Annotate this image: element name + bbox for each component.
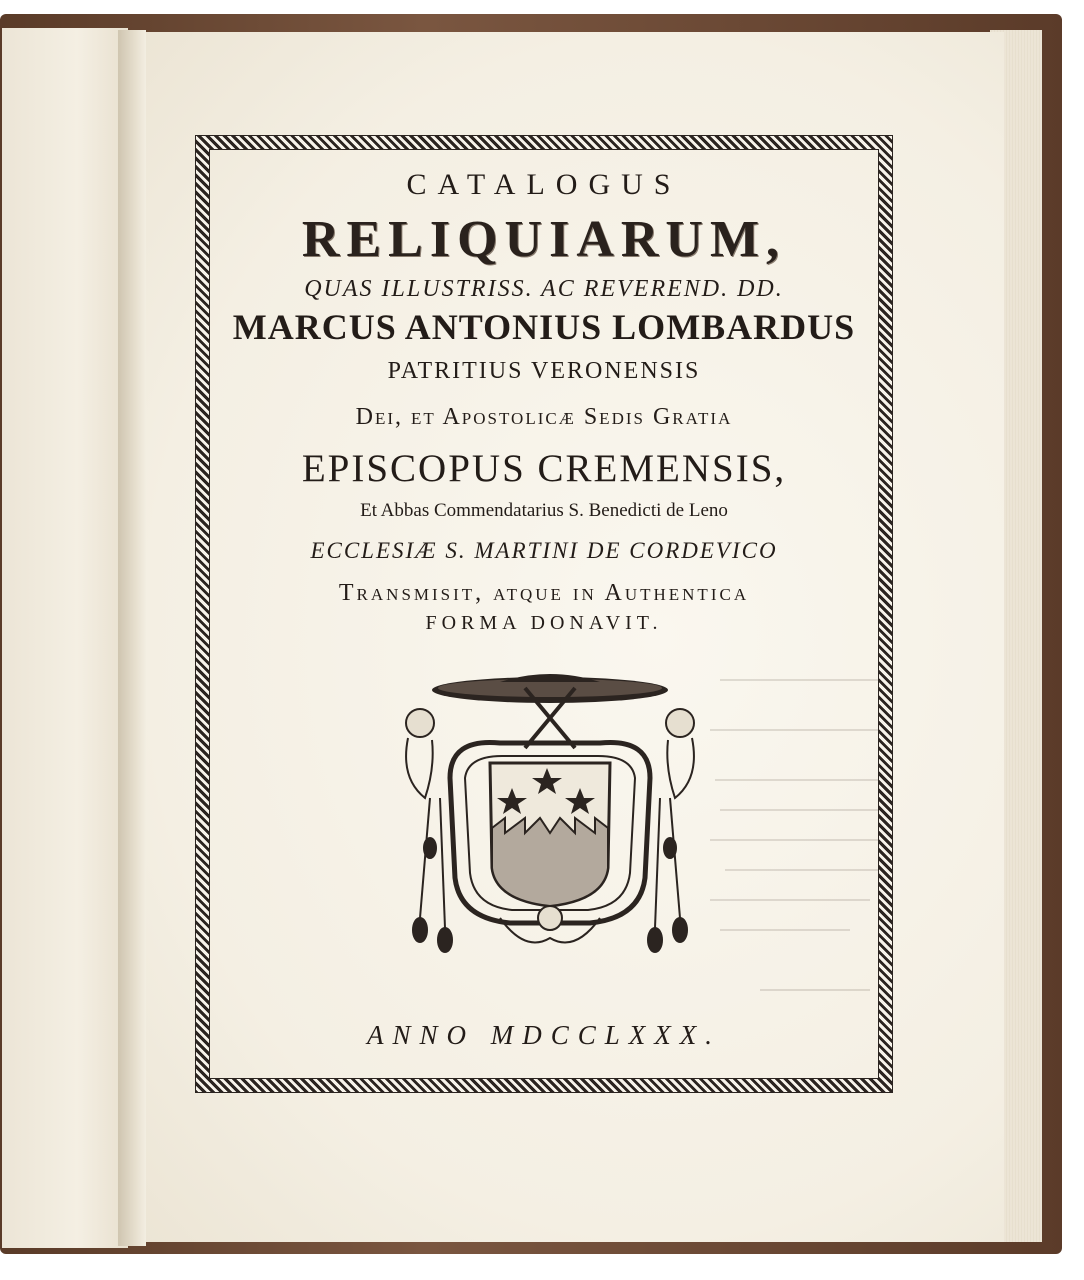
author-episcopus: EPISCOPUS CREMENSIS, (301, 447, 787, 490)
imprint-date: ANNO MDCCLXXX. (366, 1020, 721, 1050)
author-patritius: PATRITIUS VERONENSIS (387, 358, 701, 384)
left-page (2, 28, 128, 1248)
recipient-ecclesiae: ECCLESIÆ S. MARTINI DE CORDEVICO (310, 538, 778, 563)
author-dei-gratia: Dei, et Apostolicæ Sedis Gratia (355, 404, 733, 430)
title-forma-donavit: FORMA DONAVIT. (425, 612, 663, 634)
author-name: MARCUS ANTONIUS LOMBARDUS (232, 307, 856, 347)
author-abbas: Et Abbas Commendatarius S. Benedicti de Leno (360, 500, 728, 521)
title-quas: QUAS ILLUSTRISS. AC REVEREND. DD. (304, 276, 784, 302)
title-transmisit: Transmisit, atque in Authentica (338, 580, 750, 606)
title-reliquiarum: RELIQUIARUM, (301, 211, 787, 268)
shield-icon (490, 763, 610, 906)
title-catalogus: CATALOGUS (406, 168, 682, 201)
book-gutter (118, 30, 146, 1246)
galero-hat-icon (432, 674, 668, 703)
coat-of-arms-illustration (390, 668, 710, 998)
